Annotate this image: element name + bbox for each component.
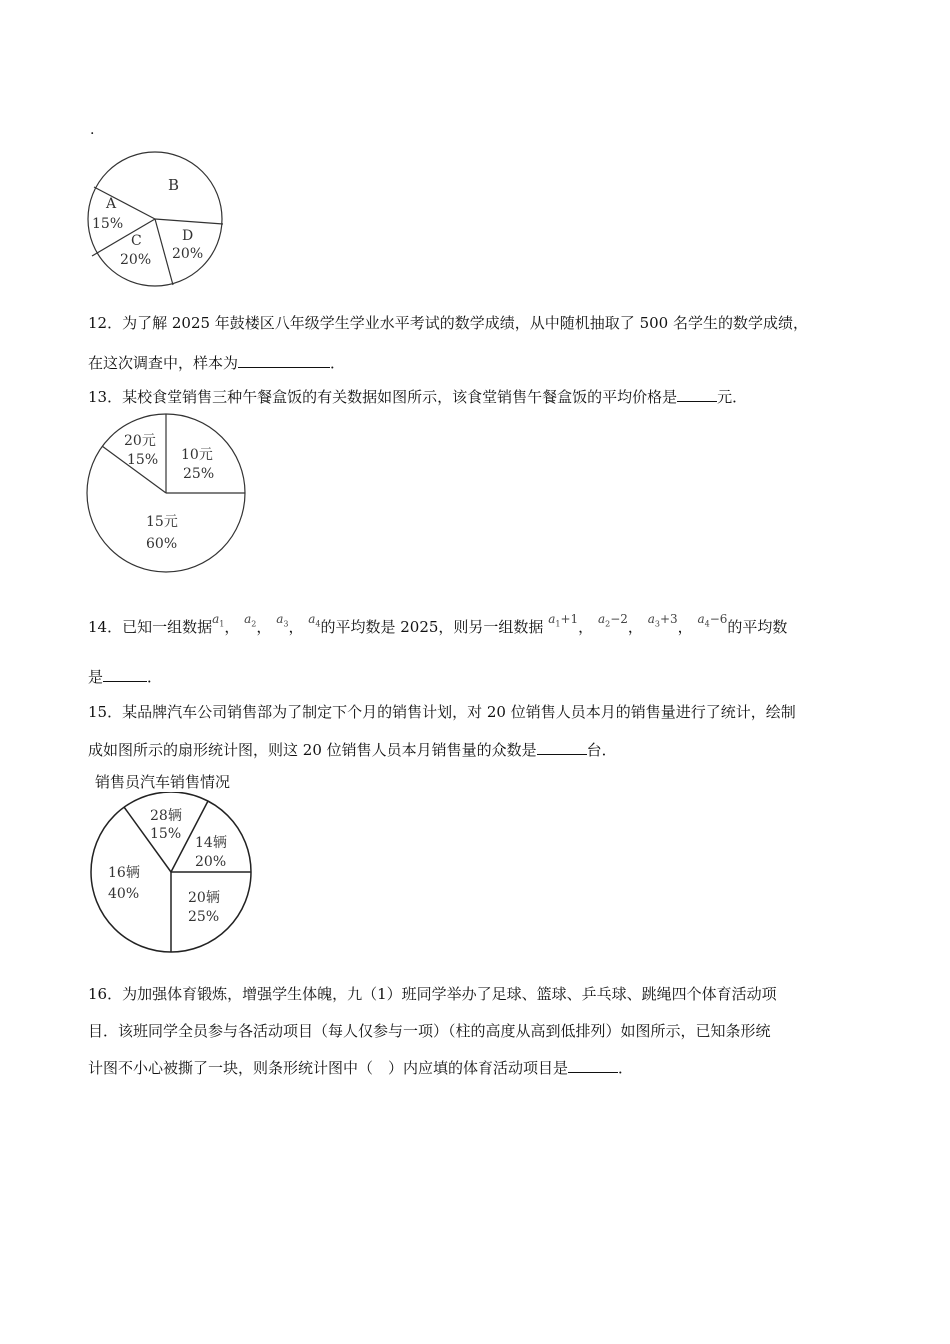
pie3-pct-16: 40% (108, 886, 140, 902)
q14-a3: a3 (276, 612, 289, 629)
q14-sep: ， (224, 618, 240, 636)
q14-sep: ， (256, 618, 272, 636)
q16-line1: 16．为加强体育锻炼，增强学生体魄，九（1）班同学举办了足球、篮球、乒乓球、跳绳四个体育活动项 (88, 985, 777, 1003)
pie1-pct-d: 20% (172, 246, 204, 262)
pie3-pct-14: 20% (195, 854, 227, 870)
pie2-pct-10yuan: 25% (183, 466, 215, 482)
q14-a1: a1 (212, 612, 225, 629)
q14-line2 (88, 666, 162, 687)
q12-end: ． (330, 354, 346, 372)
q14-expr2: a2−2 (597, 612, 628, 629)
q15-line2 (88, 739, 617, 760)
pie3-label-14: 14辆 (195, 835, 227, 851)
pie1-label-c: C (131, 233, 142, 249)
pie2-pct-20yuan: 15% (127, 452, 159, 468)
q14-sep: ， (677, 618, 693, 636)
q13-question: 13．某校食堂销售三种午餐盒饭的有关数据如图所示，该食堂销售午餐盒饭的平均价格是 (88, 388, 678, 406)
pie1-label-a: A (106, 196, 117, 212)
q14-a2: a2 (244, 612, 257, 629)
pie1-divider-d-b (155, 219, 223, 224)
q16-line2: 目．该班同学全员参与各活动项目（每人仅参与一项）（柱的高度从高到低排列）如图所示，已知条形统 (88, 1022, 771, 1040)
q15-line1: 15．某品牌汽车公司销售部为了制定下个月的销售计划，对 20 位销售人员本月的销售量进行了统计，绘制 (88, 703, 796, 721)
q15-answer-blank[interactable] (537, 739, 587, 755)
pie3-pct-20: 25% (188, 909, 220, 925)
pie1-pct-c: 20% (120, 252, 152, 268)
pie-chart-meal-prices (84, 412, 249, 576)
q12-line2-text: 在这次调查中，样本为 (88, 354, 239, 372)
pie2-label-15yuan: 15元 (146, 514, 178, 530)
pie1-label-d: D (182, 228, 194, 244)
pie3-label-28: 28辆 (150, 808, 182, 824)
q14-sep: ， (627, 618, 643, 636)
pie3-label-20: 20辆 (188, 890, 220, 906)
pie-chart-car-sales (88, 792, 254, 958)
pie3-label-16: 16辆 (108, 865, 140, 881)
pie3-pct-28: 15% (150, 826, 182, 842)
leading-dot: . (90, 122, 95, 138)
pie1-divider-c-d (155, 219, 173, 285)
pie2-label-20yuan: 20元 (124, 433, 156, 449)
q14-pre: 14．已知一组数据 (88, 618, 213, 636)
q14-answer-blank[interactable] (103, 666, 147, 682)
pie-chart-abcd (84, 148, 228, 290)
q14-line2-text: 是 (88, 668, 104, 686)
pie2-label-10yuan: 10元 (181, 447, 213, 463)
q14-line1 (88, 612, 788, 643)
q14-mid: 的平均数是 2025，则另一组数据 (320, 618, 544, 636)
pie1-label-b: B (168, 176, 180, 194)
q14-end: ． (147, 668, 163, 686)
q12-answer-blank[interactable] (238, 352, 330, 368)
q16-line3-text: 计图不小心被撕了一块，则条形统计图中（ ）内应填的体育活动项目是 (88, 1059, 569, 1077)
q16-answer-blank[interactable] (568, 1057, 618, 1073)
pie1-divider-a-top (94, 187, 155, 219)
q14-sep: ， (288, 618, 304, 636)
pie2-pct-15yuan: 60% (146, 536, 178, 552)
q14-expr3: a3+3 (647, 612, 678, 629)
q15-line2-text: 成如图所示的扇形统计图，则这 20 位销售人员本月销售量的众数是 (88, 741, 537, 759)
q15-end: 台． (586, 741, 617, 759)
q14-sep: ， (578, 618, 594, 636)
q13-answer-blank[interactable] (677, 386, 717, 402)
q16-line3 (88, 1057, 633, 1078)
q12-line2 (88, 352, 345, 373)
q12-line1: 12．为了解 2025 年鼓楼区八年级学生学业水平考试的数学成绩，从中随机抽取了 500 名学生的数学成绩， (88, 314, 808, 332)
q14-expr4: a4−6 (697, 612, 728, 629)
q16-end: ． (618, 1059, 634, 1077)
q14-post: 的平均数 (727, 618, 788, 636)
q13-end: 元． (717, 388, 748, 406)
q14-a4: a4 (308, 612, 321, 629)
q15-chart-title: 销售员汽车销售情况 (95, 773, 231, 791)
pie1-pct-a: 15% (92, 216, 124, 232)
q13-text (88, 386, 747, 407)
q14-expr1: a1+1 (548, 612, 579, 629)
